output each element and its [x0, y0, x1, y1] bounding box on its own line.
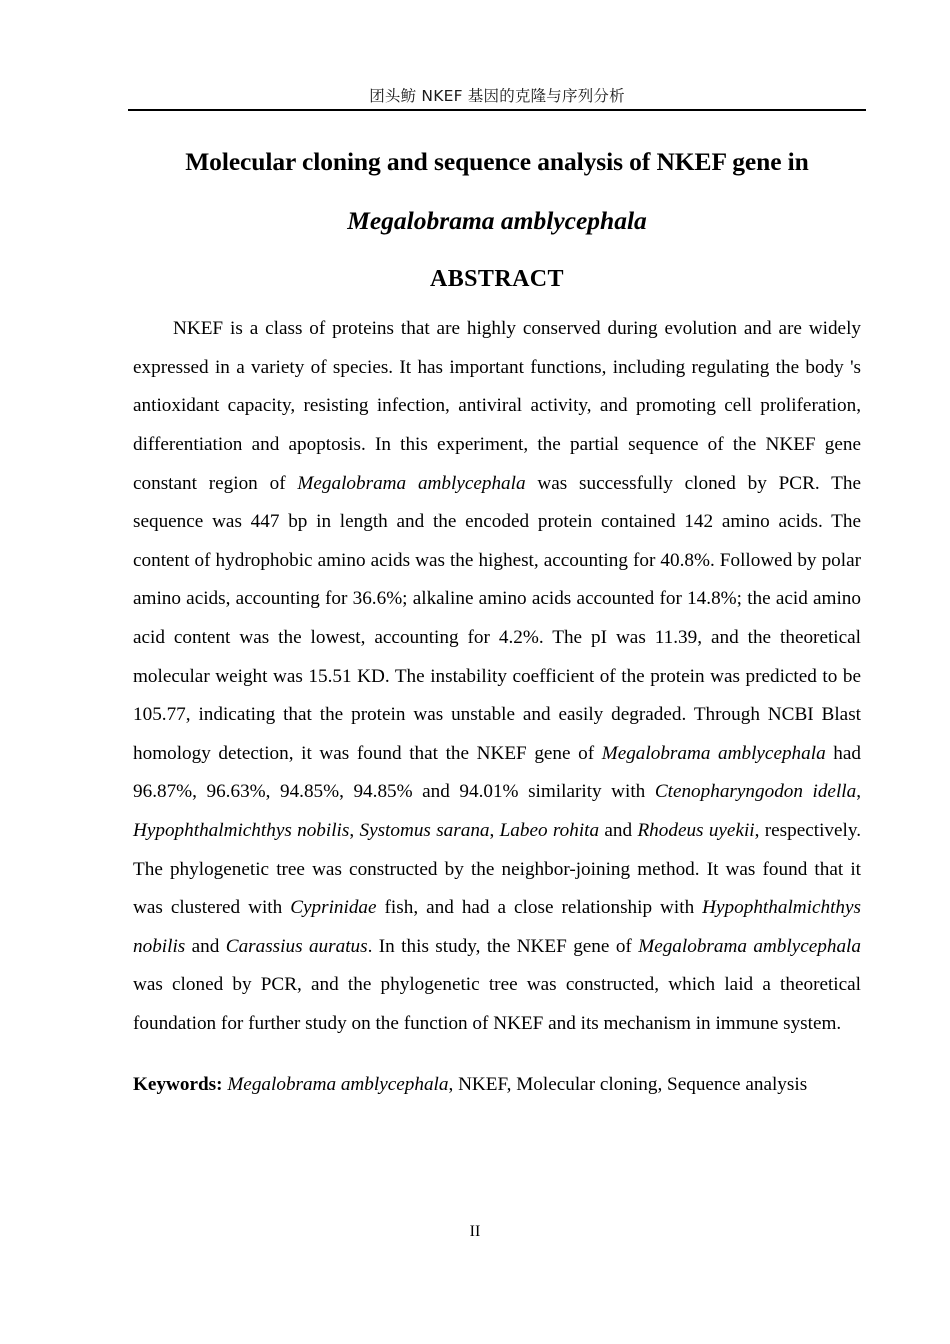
abstract-run-1: NKEF is a class of proteins that are highly conserved during evolution and are widely expressed in a variety of species. It has important functions, including regulating the body 's antioxidant capacity, resisting infection, antiviral activity, and promoting cell proliferation, differentiation and apoptosis. In this experiment, the partial sequence of the NKEF gene constant region of	[133, 318, 861, 494]
abstract-run-8: , respectively. The phylogenetic tree was constructed by the neighbor-joining method. It was found that it was clustered with	[133, 819, 861, 919]
abstract-heading: ABSTRACT	[430, 266, 564, 292]
title-block	[133, 140, 861, 299]
abstract-run-2: was successfully cloned by PCR. The sequence was 447 bp in length and the encoded protein contained 142 amino acids. The content of hydrophobic amino acids was the highest, accounting for 40.8%. Followed by polar amino acids, accounting for 36.6%; alkaline amino acids accounted for 14.8%; the acid amino acid content was the lowest, accounting for 4.2%. The pI was 11.39, and the theoretical molecular weight was 15.51 KD. The instability coefficient of the protein was predicted to be 105.77, indicating that the protein was unstable and easily degraded. Through NCBI Blast homology detection, it was found that the NKEF gene of	[133, 472, 861, 764]
abstract-run-4: ,	[856, 781, 862, 803]
abstract-species-10: Carassius auratus	[225, 935, 368, 957]
keywords-label: Keywords:	[133, 1074, 223, 1095]
abstract-species-1: Megalobrama amblycephala	[297, 472, 526, 494]
abstract-species-8: Cyprinidae	[290, 897, 377, 919]
abstract-species-7: Rhodeus uyekii	[637, 819, 755, 841]
keywords-line	[133, 1070, 861, 1100]
running-header-text: 团头鲂 NKEF 基因的克隆与序列分析	[369, 87, 625, 105]
abstract-species-2: Megalobrama amblycephala	[601, 742, 826, 764]
abstract-run-3: had 96.87%, 96.63%, 94.85%, 94.85% and 94.01% similarity with	[133, 742, 861, 803]
keywords-rest: , NKEF, Molecular cloning, Sequence analysis	[448, 1074, 808, 1095]
abstract-run-9: fish, and had a close relationship with	[376, 897, 703, 919]
abstract-paragraph	[133, 310, 861, 1043]
abstract-run-11: . In this study, the NKEF gene of	[367, 935, 639, 957]
abstract-species-3: Ctenopharyngodon idella	[654, 781, 857, 803]
abstract-species-4: Hypophthalmichthys nobilis	[133, 819, 350, 841]
page-number: II	[469, 1223, 481, 1240]
abstract-run-6: ,	[489, 819, 500, 841]
abstract-species-9: Hypophthalmichthys nobilis	[133, 897, 861, 957]
keywords-species: Megalobrama amblycephala	[227, 1074, 449, 1095]
abstract-species-11: Megalobrama amblycephala	[638, 935, 861, 957]
abstract-run-5: ,	[349, 819, 360, 841]
abstract-species-6: Labeo rohita	[499, 819, 600, 841]
abstract-run-10: and	[185, 935, 226, 957]
page-title: Molecular cloning and sequence analysis of NKEF gene in	[185, 147, 809, 176]
running-header	[128, 86, 866, 111]
title-species-name: Megalobrama amblycephala	[347, 206, 647, 235]
header-rule-divider	[128, 109, 866, 111]
abstract-run-12: was cloned by PCR, and the phylogenetic tree was constructed, which laid a theoretical foundation for further study on the function of NKEF and its mechanism in immune system.	[133, 974, 861, 1034]
abstract-species-5: Systomus sarana	[359, 819, 490, 841]
abstract-run-7: and	[599, 819, 638, 841]
